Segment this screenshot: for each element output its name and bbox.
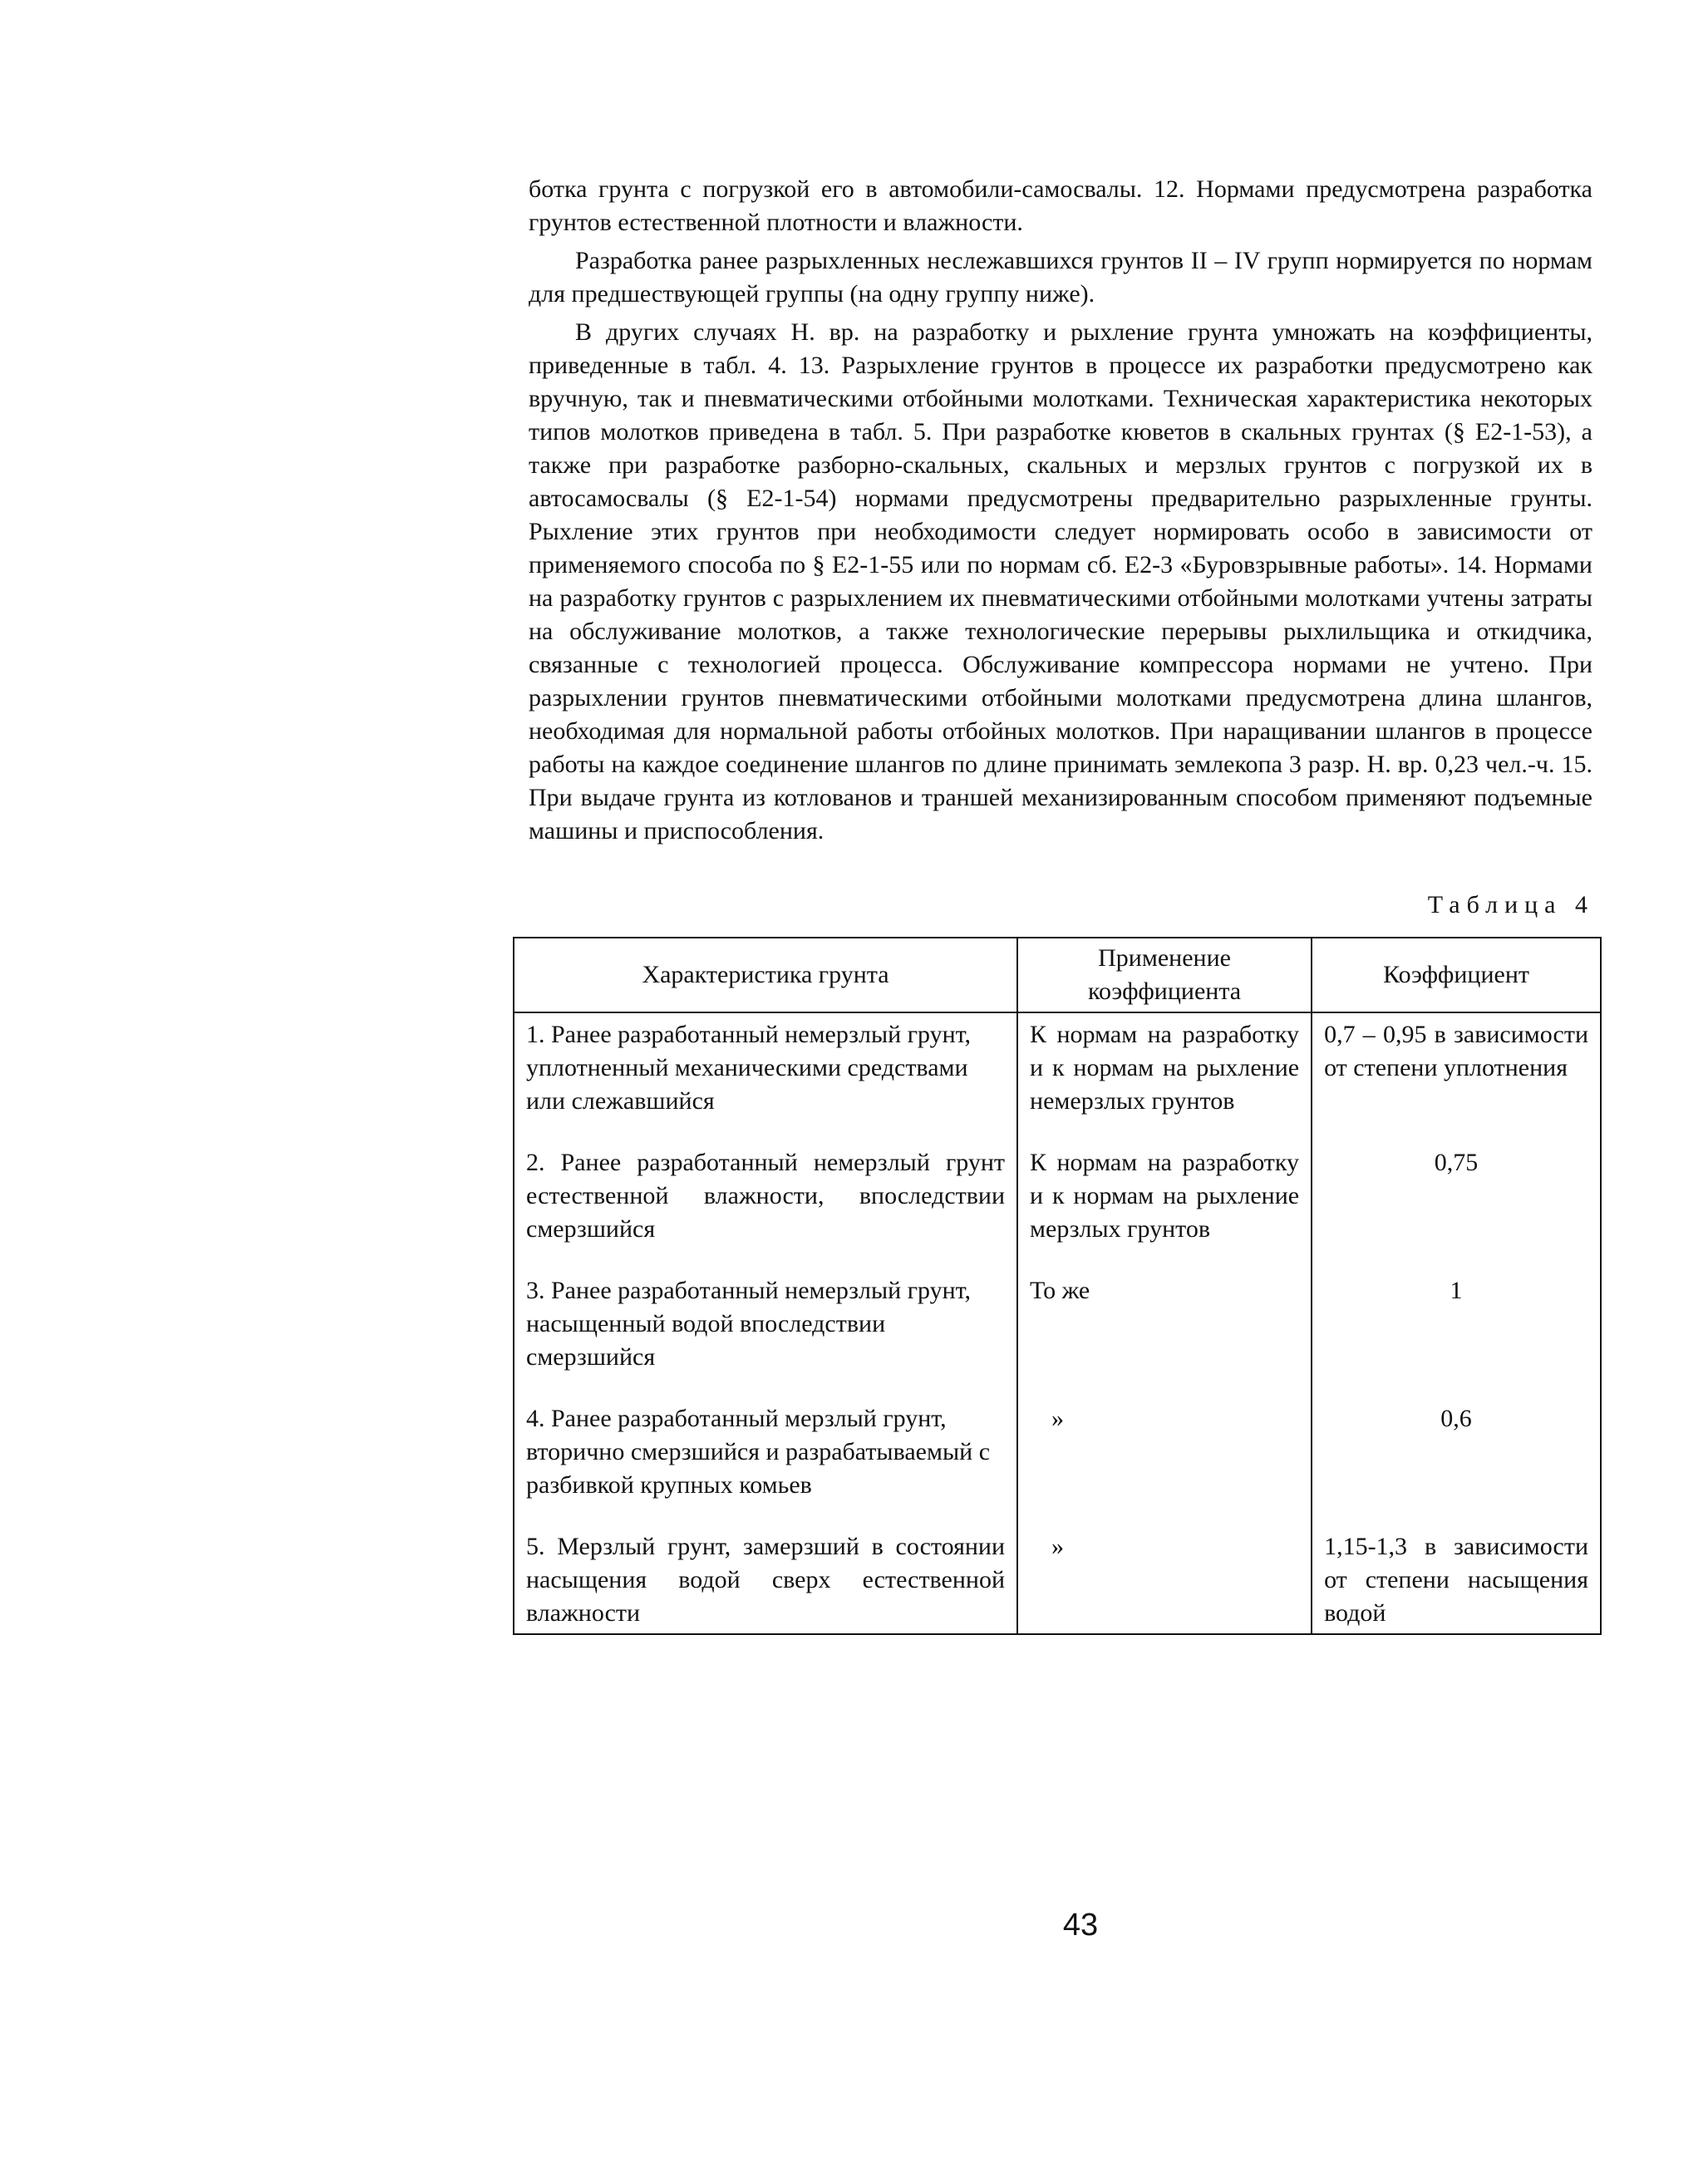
paragraph-other-cases: В других случаях Н. вр. на разработку и рыхление грунта умножать на коэффициенты, приведенные в табл. 4. 13. Разрыхление грунтов в процессе их разработки предусмотрено как вручную, так и пневматическими отбойными молотками. Техническая характеристика некоторых типов молотков приведена в табл. 5. При разработке кюветов в скальных грунтах (§ Е2-1-53), а также при разработке разборно-скальных, скальных и мерзлых грунтов с погрузкой их в автосамосвалы (§ Е2-1-54) нормами предусмотрены предварительно разрыхленные грунты. Рыхление этих грунтов при необходимости следует нормировать особо в зависимости от применяемого способа по § Е2-1-55 или по нормам сб. Е2-3 «Буровзрывные работы». 14. Нормами на разработку грунтов с разрыхлением их пневматическими отбойными молотками учтены затраты на обслуживание молотков, а также технологические перерывы рыхлильщика и откидчика, связанные с технологией процесса. Обслуживание компрессора нормами не учтено. При разрыхлении грунтов пневматическими отбойными молотками предусмотрена длина шлангов, необходимая для нормальной работы отбойных молотков. При наращивании шлангов в процессе работы на каждое соединение шлангов по длине принимать землекопа 3 разр. Н. вр. 0,23 чел.-ч. 15. При выдаче грунта из котлованов и траншей механизированным способом применяют подъемные машины и приспособления. <box>529 318 1592 845</box>
page-number: 43 <box>1062 1908 1099 1943</box>
cell-characteristic: 1. Ранее разработанный немерзлый грунт, уплотненный механическими средствами или слежавшийся <box>514 1012 1017 1141</box>
table-caption: Таблица 4 <box>1427 891 1594 918</box>
cell-coefficient: 1,15-1,3 в зависимости от степени насыщения водой <box>1312 1525 1601 1634</box>
cell-application: К нормам на разработку и к нормам на рыхление мерзлых грунтов <box>1017 1141 1312 1269</box>
cell-application: То же <box>1017 1269 1312 1397</box>
cell-application: » <box>1017 1525 1312 1634</box>
paragraph-continuation: ботка грунта с погрузкой его в автомобили-самосвалы. 12. Нормами предусмотрена разработка грунтов естественной плотности и влажности. <box>529 175 1592 236</box>
cell-characteristic: 2. Ранее разработанный немерзлый грунт естественной влажности, впоследствии смерзшийся <box>514 1141 1017 1269</box>
cell-application: » <box>1017 1397 1312 1525</box>
cell-application: К нормам на разработку и к нормам на рыхление немерзлых грунтов <box>1017 1012 1312 1141</box>
header-soil-characteristic: Характеристика грунта <box>514 938 1017 1012</box>
header-coefficient: Коэффициент <box>1312 938 1601 1012</box>
body-text <box>529 173 1592 853</box>
table-row <box>514 1525 1601 1634</box>
cell-coefficient: 0,6 <box>1312 1397 1601 1525</box>
table-row <box>514 1269 1601 1397</box>
cell-coefficient: 1 <box>1312 1269 1601 1397</box>
table-header-row <box>514 938 1601 1012</box>
cell-coefficient: 0,75 <box>1312 1141 1601 1269</box>
paragraph-loosened-soils: Разработка ранее разрыхленных неслежавшихся грунтов II – IV групп нормируется по нормам для предшествующей группы (на одну группу ниже). <box>529 247 1592 308</box>
cell-characteristic: 5. Мерзлый грунт, замерзший в состоянии насыщения водой сверх естественной влажности <box>514 1525 1017 1634</box>
cell-coefficient: 0,7 – 0,95 в зависимости от степени уплотнения <box>1312 1012 1601 1141</box>
table-row <box>514 1012 1601 1141</box>
cell-characteristic: 4. Ранее разработанный мерзлый грунт, вторично смерзшийся и разрабатываемый с разбивкой крупных комьев <box>514 1397 1017 1525</box>
table-row <box>514 1397 1601 1525</box>
header-coefficient-application: Применение коэффициента <box>1017 938 1312 1012</box>
coefficient-table <box>513 937 1602 1635</box>
table-row <box>514 1141 1601 1269</box>
cell-characteristic: 3. Ранее разработанный немерзлый грунт, насыщенный водой впоследствии смерзшийся <box>514 1269 1017 1397</box>
